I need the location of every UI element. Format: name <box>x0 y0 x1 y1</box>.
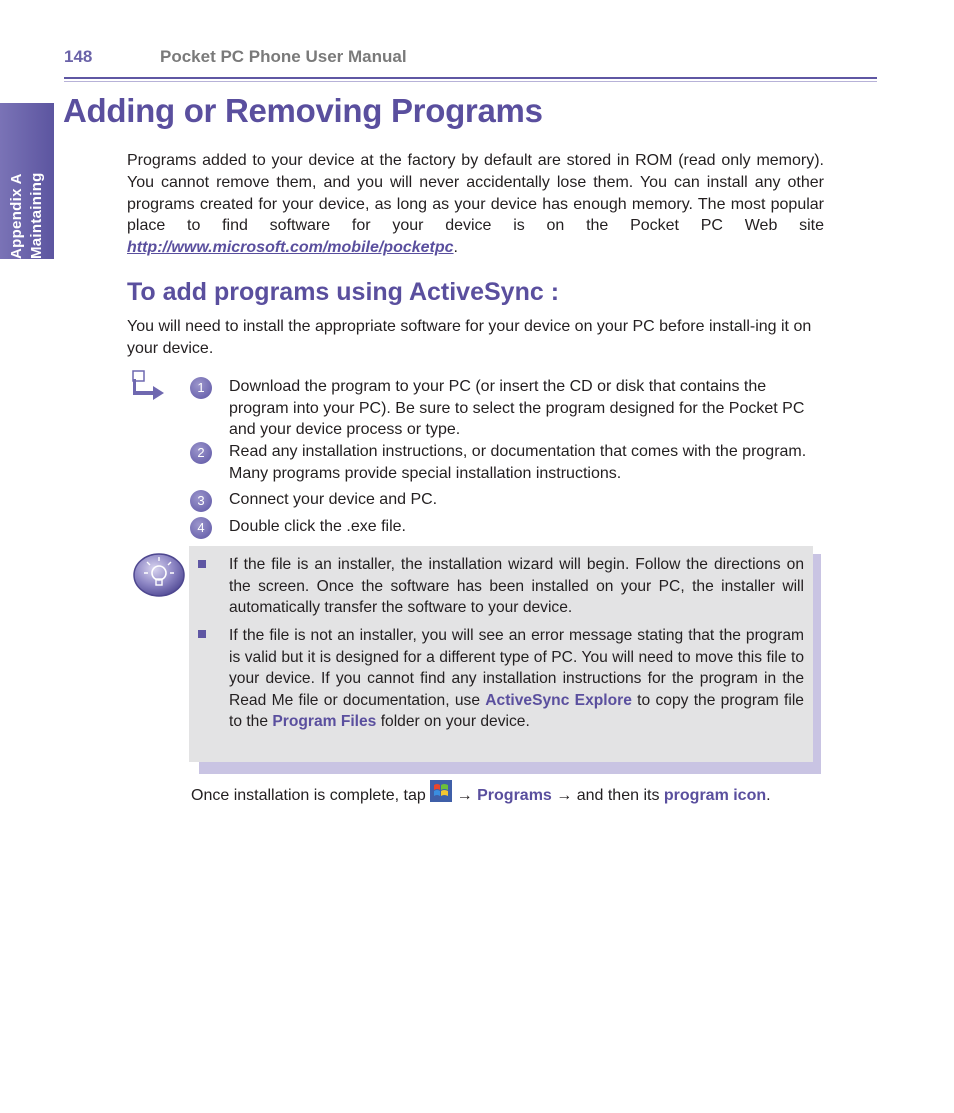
step-text: Read any installation instructions, or documentation that comes with the program. Many programs provide special installation instructions. <box>229 443 807 482</box>
final-paragraph <box>191 780 824 808</box>
program-files-term: Program Files <box>272 713 377 730</box>
section-intro: You will need to install the appropriate software for your device on your PC before install-ing it on your device. <box>127 318 812 357</box>
side-tab-line2: Maintaining <box>28 172 45 259</box>
side-tab-label <box>7 103 47 259</box>
step-text: Double click the .exe file. <box>229 518 406 535</box>
note-bullet-marker <box>198 630 206 638</box>
final-arrow-1: → <box>452 787 478 804</box>
step-number-badge: 4 <box>190 517 212 539</box>
appendix-side-tab <box>0 103 54 259</box>
running-title: Pocket PC Phone User Manual <box>160 47 407 66</box>
side-tab-line1: Appendix A <box>8 173 25 259</box>
page-number: 148 <box>64 47 93 66</box>
header-rule <box>64 77 877 79</box>
page-title: Adding or Removing Programs <box>63 92 543 129</box>
step-text: Connect your device and PC. <box>229 491 438 508</box>
final-arrow-2: → and then its <box>551 787 664 804</box>
note-bullet-2 <box>229 625 804 733</box>
note-bullet-2-text-c: folder on your device. <box>376 713 530 730</box>
final-end: . <box>766 787 771 804</box>
programs-term: Programs <box>477 787 552 804</box>
step-number-badge: 1 <box>190 377 212 399</box>
windows-start-icon <box>430 780 452 802</box>
intro-paragraph <box>127 150 824 259</box>
step-number-badge: 2 <box>190 442 212 464</box>
final-text-a: Once installation is complete, tap <box>191 787 431 804</box>
note-bullet-2-text-b: to copy the program file to the <box>229 691 804 730</box>
step-number-badge: 3 <box>190 490 212 512</box>
pocketpc-web-link[interactable]: http://www.microsoft.com/mobile/pocketpc <box>127 239 454 257</box>
program-icon-term: program icon <box>663 787 767 804</box>
intro-text: Programs added to your device at the factory by default are stored in ROM (read only memory). You cannot remove them, and you will never accidentally lose them. You can install any other programs created for your device, as long as your device has enough memory. The most popular place to find software for your device is on the Pocket PC Web site <box>127 152 824 235</box>
step-text: Download the program to your PC (or insert the CD or disk that contains the program into your PC). Be sure to select the program designed for the Pocket PC and your device process or type. <box>229 378 805 438</box>
lightbulb-icon <box>131 548 187 600</box>
step-arrow-icon <box>131 369 167 401</box>
note-bullet-2-text-a: If the file is not an installer, you will see an error message stating that the program is valid but it is designed for a different type of PC. You will need to move this file to your device. If you cannot find any installation instructions for the program in the Read Me file or documentation, use <box>229 627 804 709</box>
note-bullet-1: If the file is an installer, the installation wizard will begin. Follow the directions on the screen. Once the software has been installed on your PC, the installer will automatically transfer the software to your device. <box>229 556 804 616</box>
section-heading: To add programs using ActiveSync : <box>127 278 560 306</box>
activesync-explore-term: ActiveSync Explore <box>485 691 632 709</box>
note-bullet-marker <box>198 560 206 568</box>
header-rule-thin <box>64 81 877 82</box>
intro-end: . <box>453 239 458 257</box>
